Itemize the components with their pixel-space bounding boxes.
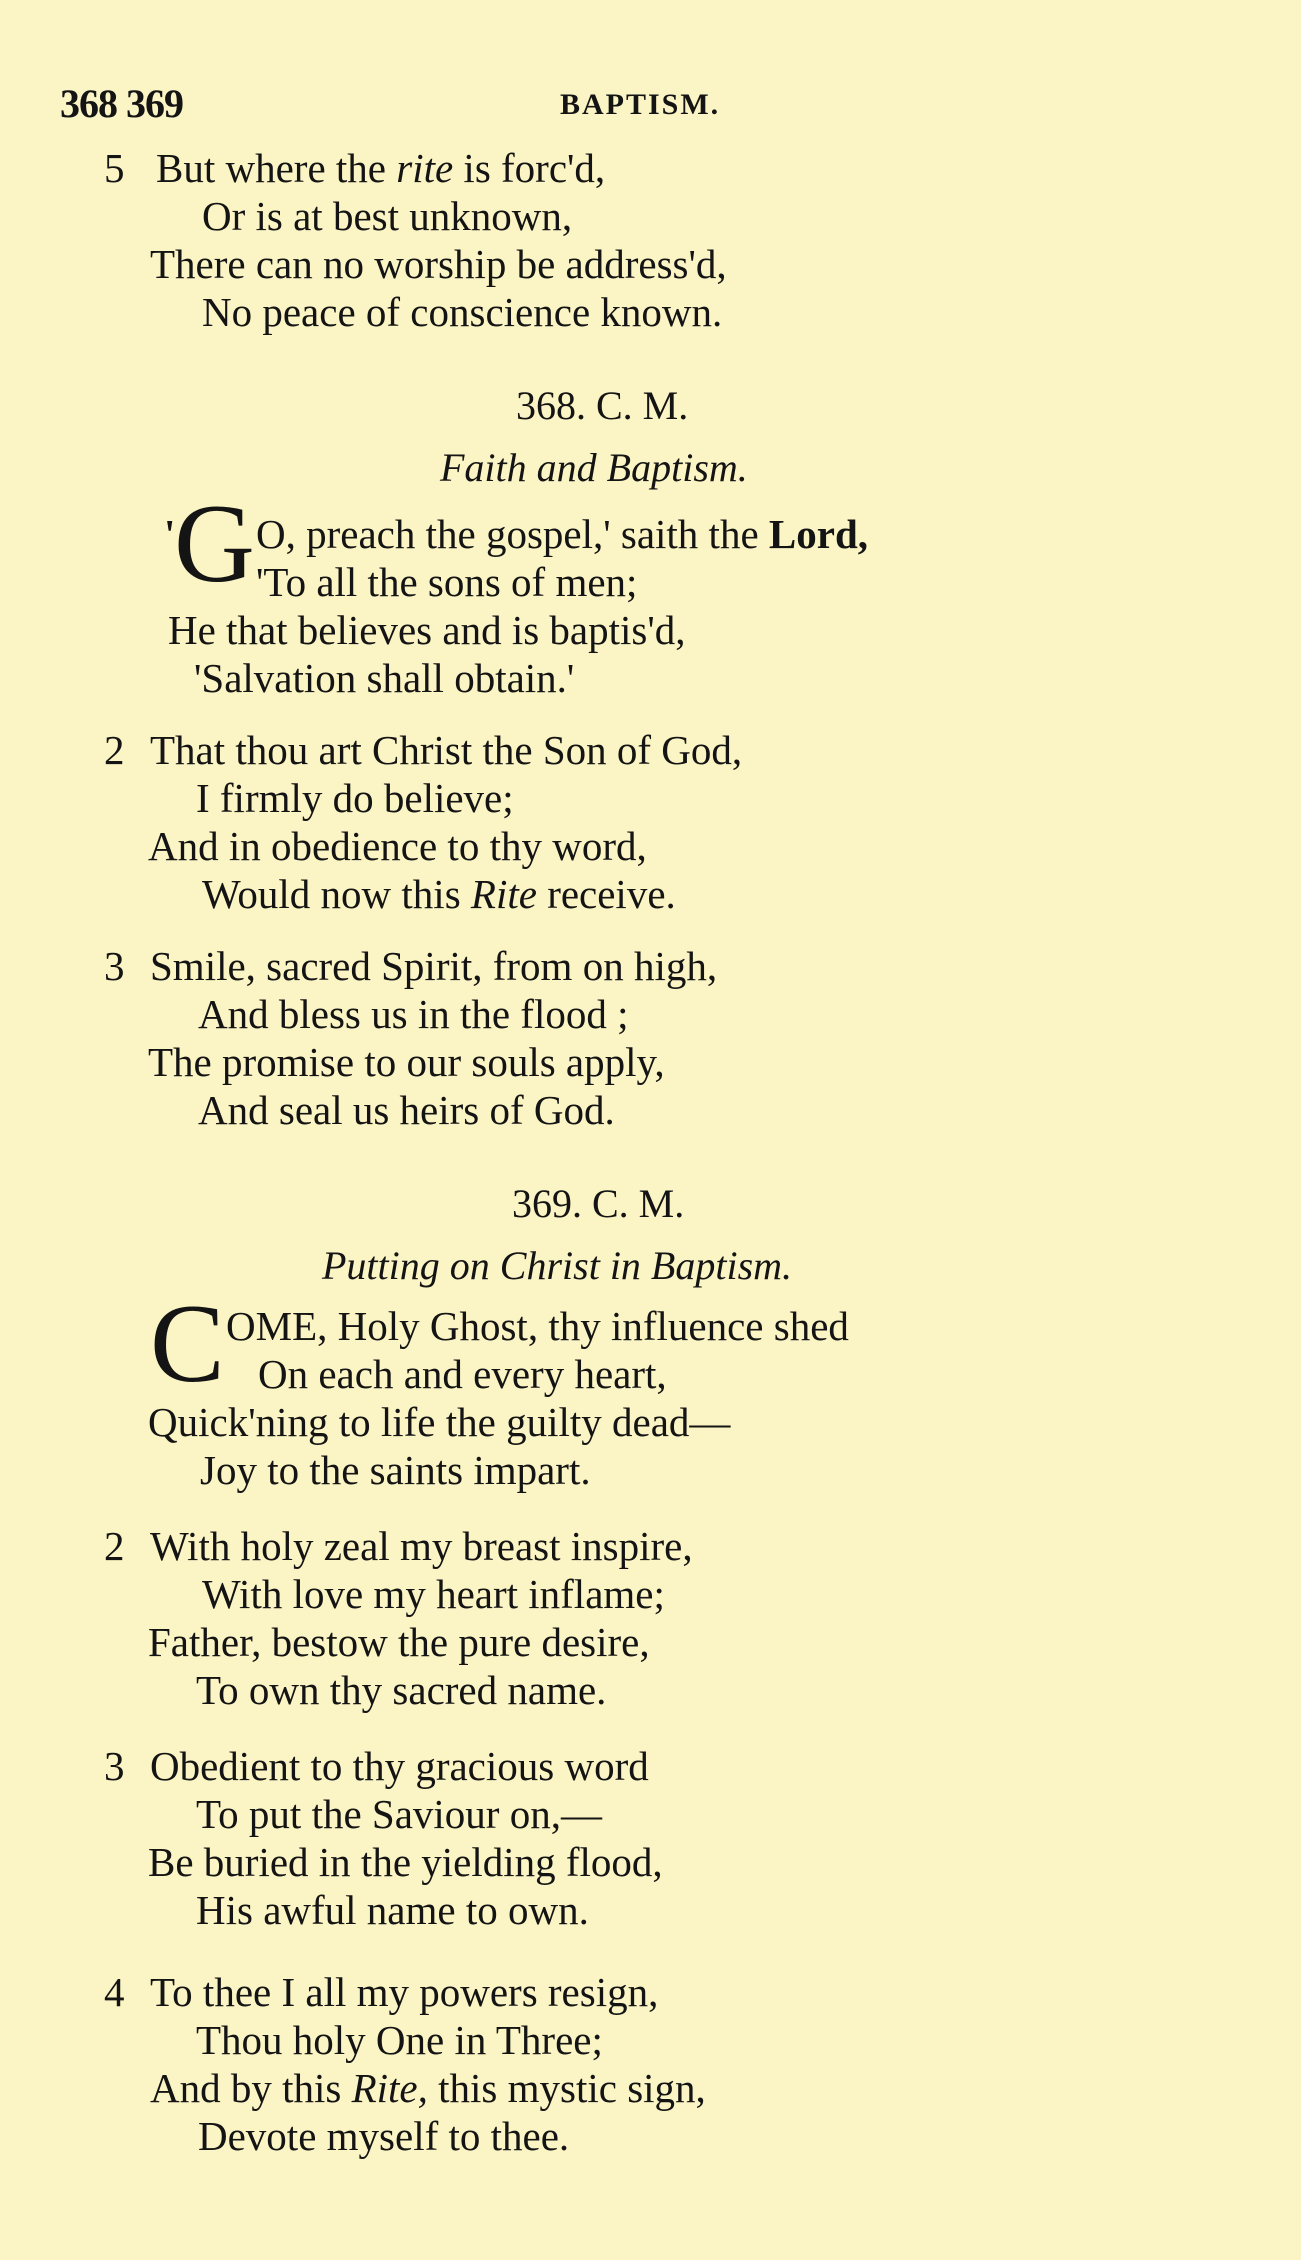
verse-line: With holy zeal my breast inspire, — [150, 1523, 693, 1569]
verse-line: The promise to our souls apply, — [148, 1039, 665, 1085]
verse-line: And in obedience to thy word, — [148, 823, 647, 869]
hymn-number-meter: 368. C. M. — [516, 383, 689, 428]
verse-line: OME, Holy Ghost, thy influence shed — [226, 1303, 849, 1349]
verse-number: 2 — [104, 1523, 125, 1569]
running-title: BAPTISM. — [560, 88, 721, 121]
verse-line: And bless us in the flood ; — [198, 991, 629, 1037]
verse-line: Or is at best unknown, — [202, 193, 573, 239]
drop-cap: G — [174, 482, 255, 606]
verse-line: 'Salvation shall obtain.' — [194, 655, 575, 701]
verse-line: He that believes and is baptis'd, — [168, 607, 686, 653]
verse-line: Be buried in the yielding flood, — [148, 1839, 663, 1885]
verse-line: But where the rite is forc'd, — [156, 145, 606, 191]
verse-line: Devote myself to thee. — [198, 2113, 570, 2159]
verse-line: On each and every heart, — [258, 1351, 667, 1397]
drop-cap: C — [150, 1282, 225, 1406]
hymn-number-meter: 369. C. M. — [512, 1181, 685, 1226]
verse-line: With love my heart inflame; — [202, 1571, 665, 1617]
verse-number: 3 — [104, 1743, 125, 1789]
verse-line: Quick'ning to life the guilty dead— — [148, 1399, 731, 1445]
hymn-subtitle: Faith and Baptism. — [440, 445, 748, 490]
verse-number: 3 — [104, 943, 125, 989]
verse-number: 2 — [104, 727, 125, 773]
verse-line: Thou holy One in Three; — [196, 2017, 603, 2063]
open-quote: ' — [164, 511, 176, 557]
page-numbers: 368 369 — [60, 81, 183, 126]
verse-line: Father, bestow the pure desire, — [148, 1619, 650, 1665]
verse-line: That thou art Christ the Son of God, — [150, 727, 743, 773]
verse-line: His awful name to own. — [196, 1887, 589, 1933]
verse-line: To thee I all my powers resign, — [150, 1969, 659, 2015]
page-header — [60, 80, 1240, 140]
verse-line: No peace of conscience known. — [202, 289, 723, 335]
verse-line: Would now this Rite receive. — [202, 871, 676, 917]
verse-line: I firmly do believe; — [196, 775, 514, 821]
verse-line: And by this Rite, this mystic sign, — [150, 2065, 706, 2111]
verse-line: Joy to the saints impart. — [200, 1447, 591, 1493]
verse-line: And seal us heirs of God. — [198, 1087, 615, 1133]
verse-line: 'To all the sons of men; — [256, 559, 638, 605]
verse-line: O, preach the gospel,' saith the Lord, — [256, 511, 869, 557]
verse-line: To own thy sacred name. — [196, 1667, 607, 1713]
verse-number: 5 — [104, 145, 125, 191]
verse-line: There can no worship be address'd, — [150, 241, 727, 287]
verse-number: 4 — [104, 1969, 125, 2015]
verse-line: Obedient to thy gracious word — [150, 1743, 649, 1789]
verse-line: To put the Saviour on,— — [196, 1791, 602, 1837]
verse-line: Smile, sacred Spirit, from on high, — [150, 943, 718, 989]
hymn-subtitle: Putting on Christ in Baptism. — [322, 1243, 793, 1288]
